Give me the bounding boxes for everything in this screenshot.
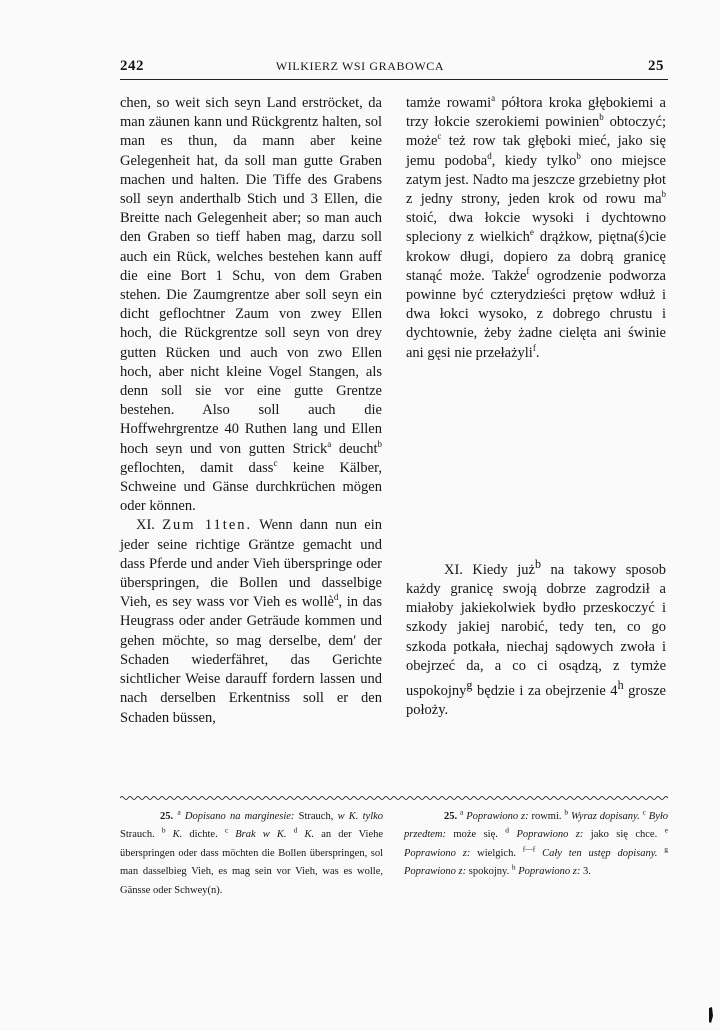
german-text-column (120, 94, 382, 728)
page-number-left: 242 (120, 58, 144, 74)
corner-ink-mark (706, 1006, 716, 1024)
german-paragraph-1: chen, so weit sich seyn Land erströcket, da man zäunen kann und Rückgrentz halten, sol man es thun, da mann aber keine Gelegenheit hat, da soll man gutte Graben machen und halten. Die Tiffe des Grabens soll seyn anderthalb Stich und 3 Ellen, die Breitte nach Gelegenheit aber; so man auch den Graben so tieff haben mag, darzu soll auch ein Rück, welches bestehen kann auff die eine Bort 1 Schu, von dem Graben stehen. Die Zaumgrentze aber soll seyn ein dicht geflochtner Zaum von zwey Ellen hoch, die Rückgrentze soll seyn von drey gutten Rücken und auch von zwo Ellen hoch, aber nicht kleine Vogel Stangen, als denn soll sie vor eine gutte Grentze bestehen. Also soll auch die Hoffwehrgrentze 40 Ruthen lang und Ellen hoch seyn und von gutten Strick$^a$ deucht$^b$ geflochten, damit dass$^c$ keine Kälber, Schweine und Gänse durchkrüchen mögen oder können. (120, 95, 382, 515)
polish-text-column (406, 94, 666, 363)
polish-paragraph-xi: XI. Kiedy już$^b$ na takowy sposob każdy granicę swoją dobrze zagrodził a miałoby jakiekolwiek bydło przeskoczyć i szkody jakiej narobić, tedy ten, co go szkoda potkała, niechaj sądowych zwoła i obejrzeć da, a co ci osądzą, z tymże uspokojny$^g$ będzie i za obejrzenie 4$^h$ grosze położy. (406, 557, 666, 719)
footnotes-polish: 25. $^a$ Poprawiono z: rowmi. $^b$ Wyraz dopisany. $^c$ Było przedtem: może się. $^d$ Poprawiono z: jako się chce. $^e$ Poprawiono z: wielgich. $^{f—f}$ Cały ten ustęp dopisany. $^g$ Poprawiono z: spokojny. $^h$ Poprawiono z: 3. (404, 807, 669, 878)
footnotes-german: 25. $^a$ Dopisano na marginesie: Strauch, w K. tylko Strauch. $^b$ K. dichte. $^c$ Brak w K. $^d$ K. an der Viehe überspringen oder dass möchten die Bollen überspringen, sol man dasselbieg Vieh, es mag sein vor Vieh, was es wolle, Gänsse oder Schwey(n). (120, 807, 384, 896)
german-paragraph-xi: XI. Zum 11ten. Wenn dann nun ein jeder seine richtige Gräntze gemacht und dass Pferde und ander Vieh überspringe oder überspringen, die Bollen und dasselbige Vieh, es sey wass vor Vieh es wollè$^d$, in das Heugrass oder ander Geträude kommen und gehen möchte, so mag derselbe, dem' der Schaden wiederfähret, das Gerichte sichtlicher Weise darauff fordern lassen und nach derselben Erkentniss soll er den Schaden büssen, (120, 517, 382, 726)
polish-paragraph-1: tamże rowami$^a$ półtora kroka głębokiemi a trzy łokcie szerokiemi powinien$^b$ obtoczyć; może$^c$ też row tak głęboki mieć, jako się jemu podoba$^d$, kiedy tylko$^b$ ono miejsce zatym jest. Nadto ma jeszcze grzebietny płot z jedny strony, jeden krok od rowu $ma^b$ stoić, dwa łokcie wysoki i dychtowno spleciony z wielkich$^e$ drążkow, piętna(ś)cie krokow długi, dopiero za dobrą granicę stanąć może. Także$^f$ ogrodzenie podworza powinne być czterydzieści prętow wdłuż i dwa łokci wysoko, z dobrego chrustu i dychtownie, żeby żadne cielęta ani świnie ani gęsi nie przełażyli$^f$. (406, 93, 667, 361)
running-title: WILKIERZ WSI GRABOWCA (275, 59, 445, 73)
page-number-right: 25 (648, 58, 664, 74)
footnote-separator (120, 794, 668, 802)
header-rule (120, 79, 668, 80)
section-heading: Zum 11ten. (162, 517, 253, 534)
